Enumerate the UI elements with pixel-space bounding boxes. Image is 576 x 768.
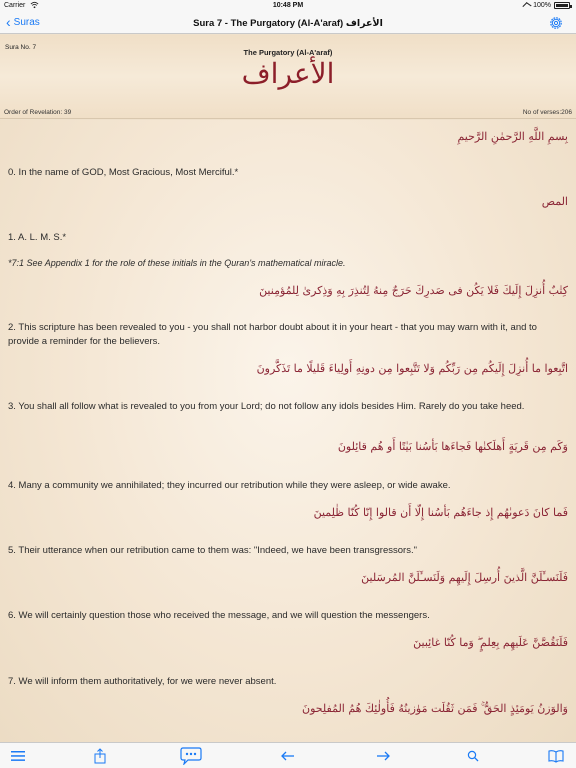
verse-english-5: 5. Their utterance when our retribution came to them was: "Indeed, we have been transgressors." xyxy=(8,545,417,556)
back-button-label: Suras xyxy=(13,16,40,28)
search-button[interactable] xyxy=(463,746,483,766)
gear-icon[interactable] xyxy=(548,15,564,31)
back-arrow-icon xyxy=(281,751,295,761)
verse-english-3: 3. You shall all follow what is revealed to you from your Lord; do not follow any idols besides Him. Rarely do you take heed. xyxy=(8,401,525,412)
clock: 10:48 PM xyxy=(272,2,304,9)
verse-english-1: 1. A. L. M. S.* xyxy=(8,232,67,243)
next-button[interactable] xyxy=(373,746,393,766)
sura-english-name: The Purgatory (Al-A'araf) xyxy=(243,48,333,57)
verse-english-7: 7. We will inform them authoritatively, for we were never absent. xyxy=(8,676,277,687)
chevron-left-icon: ‹ xyxy=(6,14,11,30)
verse-arabic-7: فَلَنَقُصَّنَّ عَلَيهِم بِعِلمٍ ۖ وَما كُنّا غائِبينَ xyxy=(413,636,568,649)
menu-icon xyxy=(11,750,25,762)
menu-button[interactable] xyxy=(8,746,28,766)
verse-arabic-8: وَالوَزنُ يَومَئِذٍ الحَقُّ ۚ فَمَن ثَقُلَت مَوٰزينُهُ فَأُولٰئِكَ هُمُ المُفلِحونَ xyxy=(302,702,568,715)
verses-content[interactable] xyxy=(0,120,576,742)
verse-arabic-3: اتَّبِعوا ما أُنزِلَ إِلَيكُم مِن رَبِّكُم وَلا تَتَّبِعوا مِن دونِهِ أَولِياءَ قَليلًا ما تَذَكَّرونَ xyxy=(256,362,568,375)
verse-english-0: 0. In the name of GOD, Most Gracious, Most Merciful.* xyxy=(8,167,239,178)
verse-english-6: 6. We will certainly question those who received the message, and we will question the messengers. xyxy=(8,610,430,621)
share-icon xyxy=(94,748,106,764)
chat-icon xyxy=(179,747,203,765)
verse-arabic-6: فَلَنَسـَٔلَنَّ الَّذينَ أُرسِلَ إِلَيهِم وَلَنَسـَٔلَنَّ المُرسَلينَ xyxy=(361,571,568,584)
share-button[interactable] xyxy=(90,746,110,766)
search-icon xyxy=(467,750,479,762)
forward-arrow-icon xyxy=(376,751,390,761)
carrier-label: Carrier xyxy=(4,2,26,9)
verse-english-2: 2. This scripture has been revealed to you - you shall not harbor doubt about it in your heart - that you may warn with it, and to provide a reminder for the believers. xyxy=(8,322,537,347)
battery-icon xyxy=(554,2,570,9)
sura-number: Sura No. 7 xyxy=(5,44,37,51)
status-right xyxy=(524,2,570,9)
status-bar xyxy=(0,0,576,12)
battery-percent: 100% xyxy=(533,2,551,9)
verse-arabic-2: كِتٰبٌ أُنزِلَ إِلَيكَ فَلا يَكُن فى صَدرِكَ حَرَجٌ مِنهُ لِتُنذِرَ بِهِ وَذِكرىٰ لِلمُؤمِنينَ xyxy=(259,284,568,297)
comments-button[interactable] xyxy=(179,746,203,766)
book-icon xyxy=(548,749,564,763)
number-of-verses: No of verses:206 xyxy=(522,109,572,116)
location-icon xyxy=(522,2,531,10)
verse-arabic-4: وَكَم مِن قَريَةٍ أَهلَكنٰها فَجاءَها بَأسُنا بَيٰتًا أَو هُم قائِلونَ xyxy=(337,440,568,453)
verse-arabic-5: فَما كانَ دَعوىٰهُم إِذ جاءَهُم بَأسُنا إِلّا أَن قالوا إِنّا كُنّا ظٰلِمينَ xyxy=(313,506,568,519)
verse-arabic-0: بِسمِ اللَّهِ الرَّحمٰنِ الرَّحيمِ xyxy=(457,130,568,143)
page-title: Sura 7 - The Purgatory (Al-A'araf) الأعراف xyxy=(193,18,383,29)
verse-footnote-1: *7:1 See Appendix 1 for the role of these initials in the Quran's mathematical miracle. xyxy=(8,258,346,268)
bookmarks-button[interactable] xyxy=(546,746,566,766)
sura-header xyxy=(0,35,576,119)
verse-arabic-1: المص xyxy=(541,195,568,208)
bottom-toolbar xyxy=(0,742,576,768)
previous-button[interactable] xyxy=(278,746,298,766)
navigation-bar xyxy=(0,12,576,34)
order-of-revelation: Order of Revelation: 39 xyxy=(4,109,72,116)
verse-english-4: 4. Many a community we annihilated; they incurred our retribution while they were asleep, or wide awake. xyxy=(8,480,451,491)
sura-arabic-name: الأعراف xyxy=(241,57,335,90)
